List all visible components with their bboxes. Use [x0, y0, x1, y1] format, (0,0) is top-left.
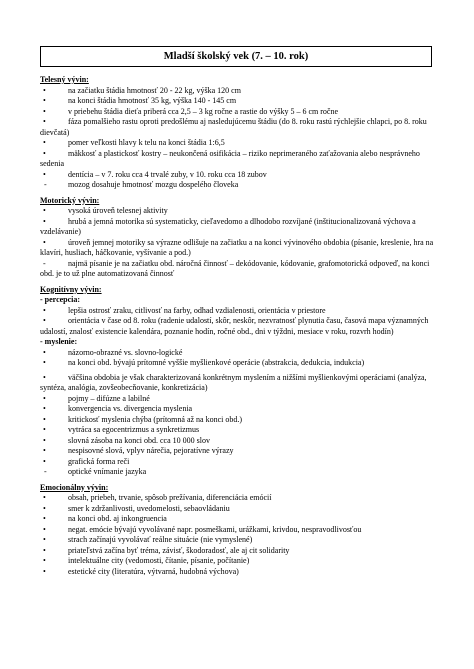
document-body [40, 70, 440, 577]
list-item: • pojmy – difúzne a labilné [43, 393, 150, 403]
bullet-icon: • [43, 347, 46, 357]
bullet-icon: • [43, 96, 46, 105]
bullet-icon: • [43, 372, 46, 382]
subheading-percepcia: - percepcia: [40, 295, 81, 304]
list-item: • konvergencia vs. divergencia myslenia [43, 404, 193, 413]
subheading-myslenie: - myslenie: [40, 337, 78, 346]
bullet-icon: • [43, 106, 46, 116]
list-item: • na konci obd. bývajú prítomné vyššie myšlienkové operácie (abstrakcia, dedukcia, indukcia) [43, 358, 365, 367]
list-item: - najmä písanie je na začiatku obd. náročná činnosť – dekódovanie, kódovanie, grafomotorická odpoveď, na konci obd. je to už plne automatizovaná činnosť [40, 258, 430, 278]
list-item: • pomer veľkosti hlavy k telu na konci štádia 1:6,5 [43, 138, 225, 147]
bullet-icon: • [43, 316, 46, 325]
list-item: • nespisovné slová, vplyv nárečia, pejoratívne výrazy [43, 446, 234, 455]
bullet-icon: • [43, 148, 46, 158]
bullet-icon: • [43, 216, 46, 226]
section-heading-kognitivny: Kognitívny vývin: [40, 284, 102, 294]
bullet-icon: • [43, 169, 46, 179]
bullet-icon: • [43, 117, 46, 126]
list-item: • názorno-obrazné vs. slovno-logické [43, 347, 183, 357]
dash-icon: - [44, 180, 47, 189]
list-item: - mozog dosahuje hmotnosť mozgu dospelého človeka [44, 180, 239, 189]
list-item: • mäkkosť a plastickosť kostry – neukončená osifikácia – riziko neprimeraného zaťažovania alebo nesprávneho sedenia [40, 148, 420, 168]
list-item: • obsah, priebeh, trvanie, spôsob prežívania, diferenciácia emócií [43, 493, 272, 502]
list-item: - optické vnímanie jazyka [44, 467, 147, 476]
list-item: • vytráca sa egocentrizmus a synkretizmus [43, 425, 200, 434]
list-item: • estetické city (literatúra, výtvarná, hudobná výchova) [43, 566, 239, 576]
list-item: • úroveň jemnej motoriky sa výrazne odlišuje na začiatku a na konci vývinového obdobia (písanie, kreslenie, hra na klavíri, husliach, háčkovanie, vyšívanie a pod.) [40, 237, 434, 257]
bullet-icon: • [43, 456, 46, 466]
bullet-icon: • [43, 237, 46, 247]
bullet-icon: • [43, 138, 46, 147]
dash-icon: - [44, 467, 47, 476]
list-item: • na konci obd. aj inkongruencia [43, 514, 167, 523]
list-item: • grafická forma reči [43, 456, 130, 466]
bullet-icon: • [43, 435, 46, 445]
list-item: • negat. emócie bývajú vyvolávané napr. posmeškami, urážkami, krivdou, nespravodlivosťou [43, 524, 362, 534]
list-item: • orientácia v čase od 8. roku (radenie udalostí, skôr, neskôr, nezvratnosť plynutia času, časová mapa významných udalostí, znalosť existencie kalendára, poznanie hodín, ročné obd., dni v týždni, mesiace v roku, rozvrh hodín) [40, 316, 429, 336]
list-item: • priateľstvá začína byť tréma, závisť, škodoradosť, ale aj cit solidarity [43, 545, 290, 555]
list-item: • fáza pomalšieho rastu oproti predošlému aj nasledujúcemu štádiu (do 8. roku rastú rýchlejšie chlapci, po 8. roku dievčatá) [40, 117, 427, 137]
list-item: • na začiatku štádia hmotnosť 20 - 22 kg, výška 120 cm [43, 85, 241, 95]
list-item: • slovná zásoba na konci obd. cca 10 000 slov [43, 435, 210, 445]
section-heading-motoricky: Motorický vývin: [40, 195, 100, 205]
bullet-icon: • [43, 414, 46, 424]
bullet-icon: • [43, 503, 46, 513]
list-item: • hrubá a jemná motorika sú systematicky, cieľavedomo a dlhodobo rozvíjané (inštitucionalizovaná výchova a vzdelávanie) [40, 216, 416, 236]
bullet-icon: • [43, 566, 46, 576]
bullet-icon: • [43, 425, 46, 434]
bullet-icon: • [43, 404, 46, 413]
bullet-icon: • [43, 305, 46, 315]
dash-icon: - [43, 258, 46, 268]
list-item: • strach začínajú vyvolávať reálne situácie (nie vymyslené) [43, 535, 253, 544]
bullet-icon: • [43, 493, 46, 502]
list-item: • lepšia ostrosť zraku, citlivosť na farby, odhad vzdialenosti, orientácia v priestore [43, 305, 326, 315]
list-item: • na konci štádia hmotnosť 35 kg, výška 140 - 145 cm [43, 96, 237, 105]
section-heading-telesny: Telesný vývin: [40, 75, 89, 84]
bullet-icon: • [43, 446, 46, 455]
bullet-icon: • [43, 358, 46, 367]
bullet-icon: • [43, 85, 46, 95]
bullet-icon: • [43, 524, 46, 534]
list-item: • vysoká úroveň telesnej aktivity [43, 206, 168, 215]
list-item: • intelektuálne city (vedomosti, čítanie, písanie, počítanie) [43, 556, 250, 565]
bullet-icon: • [43, 393, 46, 403]
bullet-icon: • [43, 556, 46, 565]
bullet-icon: • [43, 514, 46, 523]
bullet-icon: • [43, 206, 46, 215]
list-item: • dentícia – v 7. roku cca 4 trvalé zuby, v 10. roku cca 18 zubov [43, 169, 267, 179]
section-heading-emocionalny: Emocionálny vývin: [40, 482, 109, 492]
document-title: Mladší školský vek (7. – 10. rok) [40, 46, 432, 67]
list-item: • v priebehu štádia dieťa priberá cca 2,5 – 3 kg ročne a rastie do výšky 5 – 6 cm ročne [43, 106, 338, 116]
list-item: • kritickosť myslenia chýba (prítomná až na konci obd.) [43, 414, 243, 424]
bullet-icon: • [43, 535, 46, 544]
list-item: • väčšina obdobia je však charakterizovaná konkrétnym myslením a nižšími myšlienkovými operáciami (analýza, syntéza, analógia, zovšeobecňovanie, konkretizácia) [40, 372, 427, 392]
bullet-icon: • [43, 545, 46, 555]
list-item: • smer k zdržanlivosti, uvedomelosti, sebaovládaniu [43, 503, 230, 513]
